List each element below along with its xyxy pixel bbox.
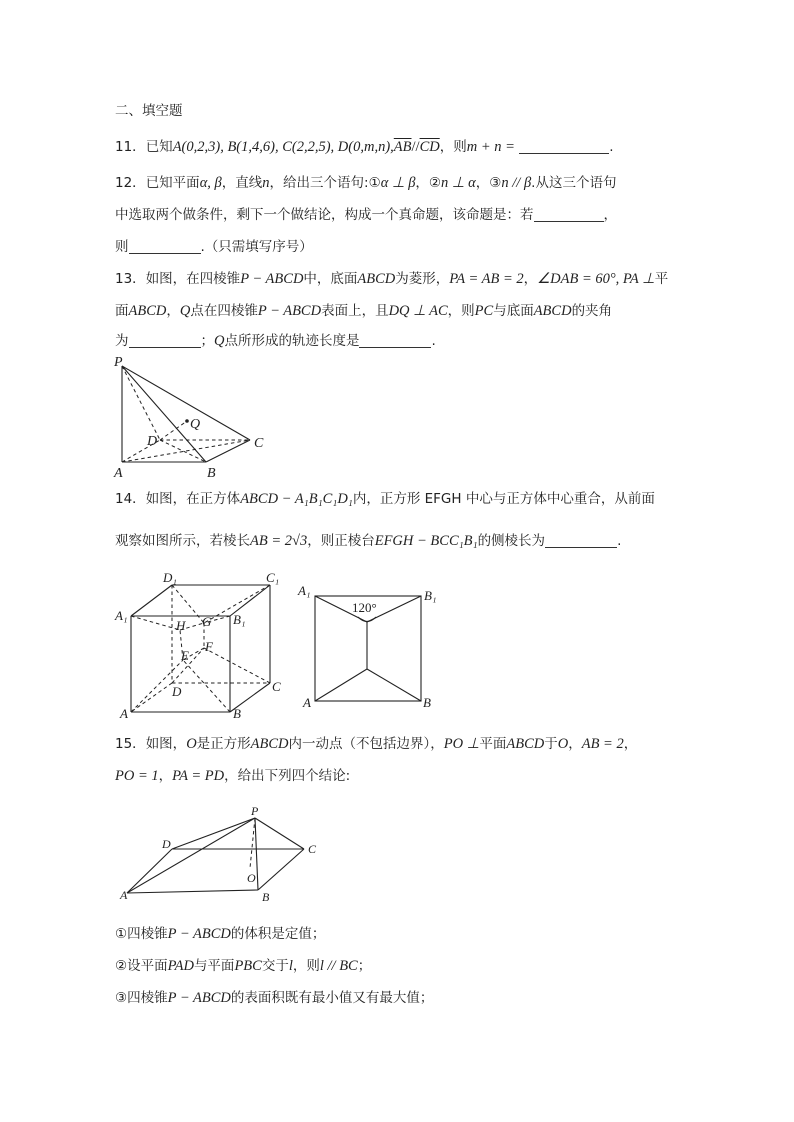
label-o: O: [247, 871, 256, 885]
question-14-line-2: 观察如图所示，若棱长AB = 2√3，则正棱台EFGH − BCC₁B₁的侧棱长为 .: [115, 533, 622, 549]
question-number: 12．: [115, 175, 146, 191]
label-a: A: [120, 888, 128, 902]
conclusion-1: ①四棱锥P − ABCD的体积是定值；: [115, 926, 326, 942]
question-number: 15．: [115, 736, 146, 752]
conclusion-2: ②设平面PAD与平面PBC交于l，则l // BC；: [115, 958, 372, 974]
label-h: H: [176, 618, 186, 633]
section-title: 二、填空题: [115, 103, 183, 119]
question-12-line-1: 12．已知平面α, β，直线n，给出三个语句:①α ⊥ β，②n ⊥ α，③n // β.从这三个语句: [115, 175, 617, 191]
label-c: C: [272, 679, 281, 694]
label-p: P: [114, 355, 123, 370]
label-q: Q: [190, 417, 201, 432]
question-13-line-1: 13．如图，在四棱锥P − ABCD中，底面ABCD为菱形，PA = AB = 2，∠DAB = 60°, PA ⊥平: [115, 271, 669, 287]
label-d1: D₁: [163, 570, 177, 585]
question-11: 11．已知A(0,2,3), B(1,4,6), C(2,2,5), $D(0,m,n),\overline{AB}//\overline{CD}$，则m + n = .: [115, 139, 614, 155]
question-number: 11．: [115, 139, 146, 155]
answer-blank[interactable]: [129, 239, 201, 254]
label-b: B: [233, 706, 241, 721]
conclusion-3: ③四棱锥P − ABCD的表面积既有最小值又有最大值；: [115, 990, 434, 1006]
label-c1: C₁: [266, 570, 280, 585]
label-e: E: [181, 648, 189, 663]
label-a: A: [303, 695, 311, 710]
label-d: D: [172, 684, 182, 699]
label-f: F: [205, 639, 213, 654]
math-expr: m + n =: [466, 139, 515, 155]
label-p: P: [251, 804, 259, 818]
label-a1: A₁: [298, 583, 311, 598]
vector-ab: $\overline{AB}$: [393, 139, 412, 155]
label-b: B: [423, 695, 431, 710]
label-g: G: [202, 614, 212, 629]
vector-cd: $\overline{CD}$: [419, 139, 440, 155]
label-d: D: [147, 434, 158, 449]
question-number: 14．: [115, 491, 146, 507]
label-b1: B₁: [233, 612, 246, 627]
label-angle: 120°: [352, 600, 377, 615]
point-q-dot: [185, 419, 189, 423]
question-13-line-3: 为 ；Q点所形成的轨迹长度是 .: [115, 333, 436, 349]
math-points: A(0,2,3), B(1,4,6), C(2,2,5), D(0,m,n),: [172, 139, 394, 155]
label-b: B: [207, 466, 216, 481]
question-12-line-3: 则 .（只需填写序号）: [115, 239, 313, 255]
answer-blank[interactable]: [129, 333, 201, 348]
label-d: D: [162, 837, 171, 851]
question-15-line-2: PO = 1，PA = PD，给出下列四个结论:: [115, 768, 351, 784]
label-a: A: [114, 466, 123, 481]
question-number: 13．: [115, 271, 146, 287]
question-15-line-1: 15．如图，O是正方形ABCD内一动点（不包括边界），PO ⊥平面ABCD于O，AB = 2，: [115, 736, 638, 752]
question-12-line-2: 中选取两个做条件，剩下一个做结论，构成一个真命题，该命题是：若 ，: [115, 207, 617, 223]
label-b: B: [262, 890, 270, 904]
label-a1: A₁: [115, 608, 128, 623]
label-c: C: [254, 436, 264, 451]
label-c: C: [308, 842, 317, 856]
question-14-line-1: 14．如图，在正方体ABCD − A₁B₁C₁D₁内，正方形 EFGH 中心与正方体中心重合，从前面: [115, 491, 655, 507]
label-a: A: [120, 706, 128, 721]
answer-blank[interactable]: [519, 139, 609, 154]
answer-blank[interactable]: [359, 333, 431, 348]
answer-blank[interactable]: [545, 533, 617, 548]
label-b1: B₁: [424, 588, 437, 603]
question-13-line-2: 面ABCD，Q点在四棱锥P − ABCD表面上，且DQ ⊥ AC，则PC与底面ABCD的夹角: [115, 303, 613, 319]
answer-blank[interactable]: [534, 207, 604, 222]
